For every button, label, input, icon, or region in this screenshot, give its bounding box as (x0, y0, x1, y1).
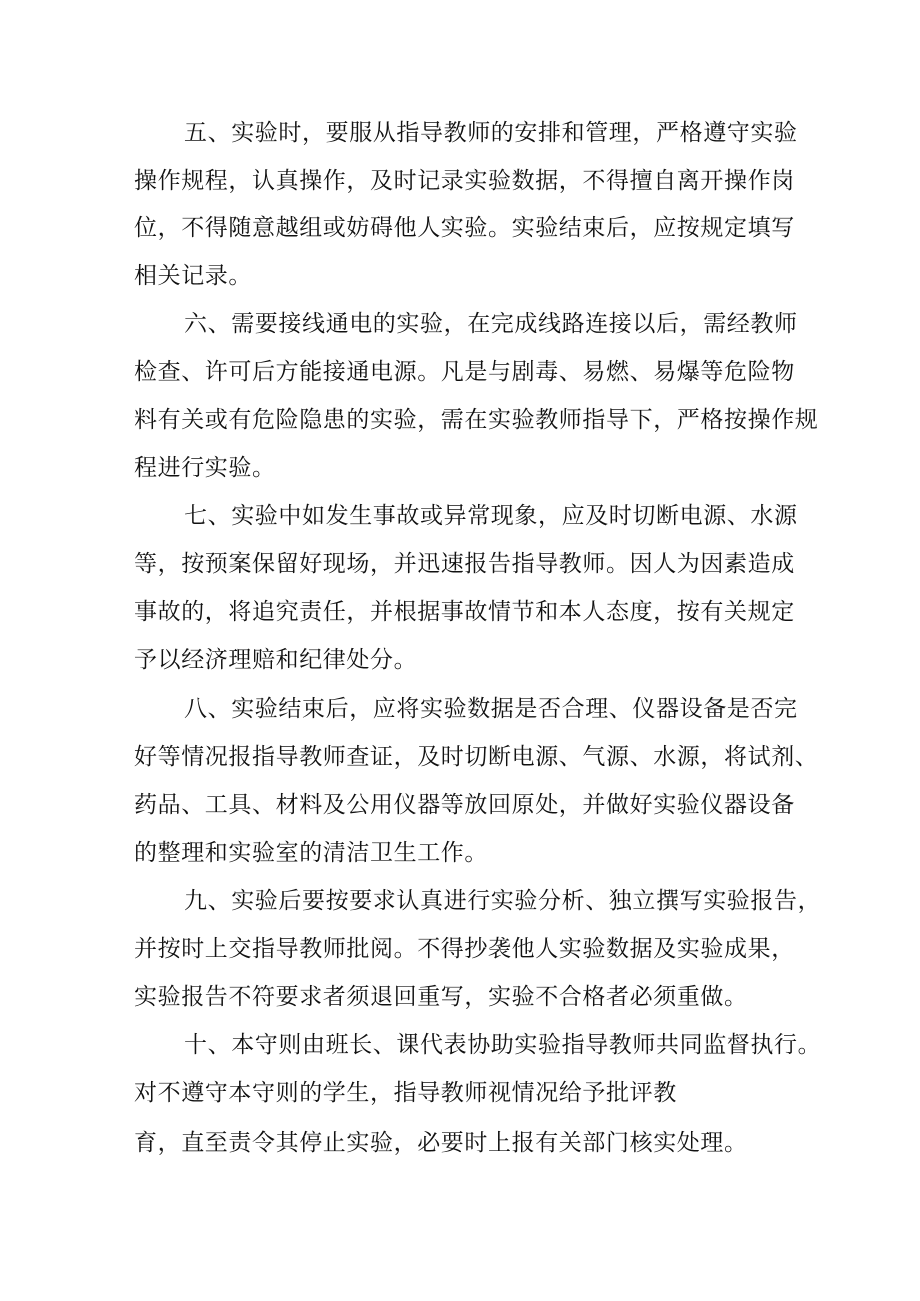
rule-6-line-2: 检查、许可后方能接通电源。凡是与剧毒、易燃、易爆等危险物 (134, 359, 795, 385)
rule-5-line-2: 操作规程，认真操作，及时记录实验数据，不得擅自离开操作岗 (134, 168, 795, 194)
rule-8-line-4: 的整理和实验室的清洁卫生工作。 (134, 840, 488, 866)
rule-5-line-4: 相关记录。 (134, 263, 252, 289)
rule-10-line-3: 育，直至责令其停止实验，必要时上报有关部门核实处理。 (134, 1130, 748, 1156)
rule-7-line-3: 事故的，将追究责任，并根据事故情节和本人态度，按有关规定 (134, 599, 795, 625)
rule-8-line-2: 好等情况报指导教师查证，及时切断电源、气源、水源，将试剂、 (134, 744, 819, 770)
rule-10-line-1: 十、本守则由班长、课代表协助实验指导教师共同监督执行。 (184, 1032, 822, 1058)
rule-5-line-3: 位，不得随意越组或妨碍他人实验。实验结束后，应按规定填写 (134, 215, 795, 241)
rule-8-line-3: 药品、工具、材料及公用仪器等放回原处，并做好实验仪器设备 (134, 792, 795, 818)
rule-7-line-4: 予以经济理赔和纪律处分。 (134, 647, 418, 673)
rule-5-line-1: 五、实验时，要服从指导教师的安排和管理，严格遵守实验 (184, 120, 798, 146)
rule-7-line-2: 等，按预案保留好现场，并迅速报告指导教师。因人为因素造成 (134, 551, 795, 577)
rule-9-line-3: 实验报告不符要求者须退回重写，实验不合格者必须重做。 (134, 984, 748, 1010)
rule-6-line-1: 六、需要接线通电的实验，在完成线路连接以后，需经教师 (184, 311, 798, 337)
rule-7-line-1: 七、实验中如发生事故或异常现象，应及时切断电源、水源 (184, 503, 798, 529)
rule-9-line-1: 九、实验后要按要求认真进行实验分析、独立撰写实验报告， (184, 888, 822, 914)
rule-8-line-1: 八、实验结束后，应将实验数据是否合理、仪器设备是否完 (184, 696, 798, 722)
rule-6-line-3: 料有关或有危险隐患的实验，需在实验教师指导下，严格按操作规 (134, 407, 819, 433)
rule-6-line-4: 程进行实验。 (134, 455, 276, 481)
rule-9-line-2: 并按时上交指导教师批阅。不得抄袭他人实验数据及实验成果， (134, 936, 795, 962)
rule-10-line-2: 对不遵守本守则的学生，指导教师视情况给予批评教 (134, 1080, 677, 1106)
